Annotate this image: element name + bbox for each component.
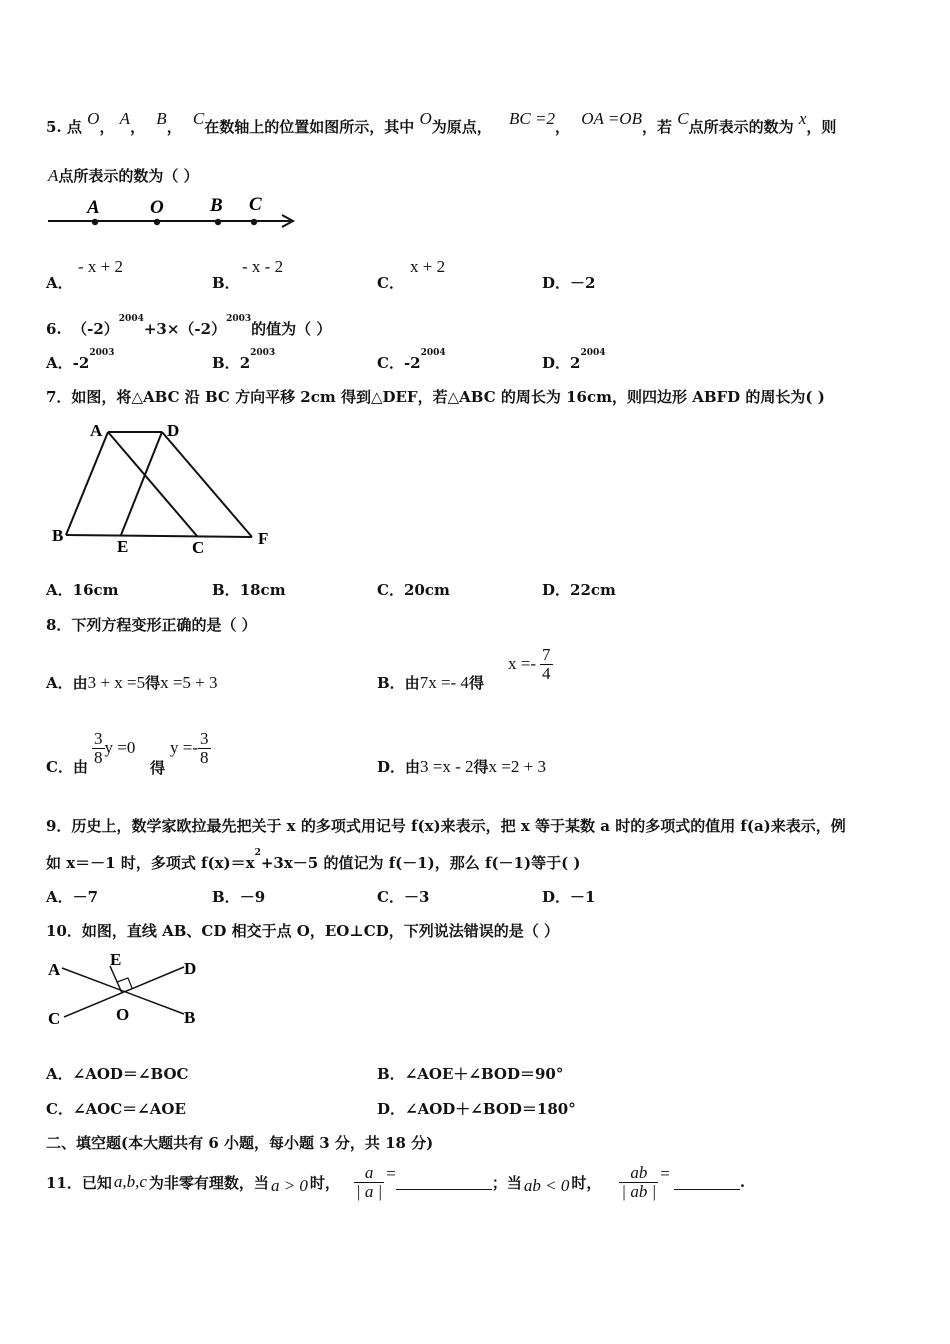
q7-stem: 7．如图，将△ABC 沿 BC 方向平移 2cm 得到△DEF，若△ABC 的周长为 16cm，则四边形 ABFD 的周长为( ) <box>46 388 825 406</box>
q10-option-a: A．∠AOD＝∠BOC <box>46 1065 189 1083</box>
q6-option-c: C．$-2^{2004}$ <box>377 348 446 372</box>
q7-option-c: C．20cm <box>377 581 450 599</box>
q8-stem: 8．下列方程变形正确的是（ ） <box>46 616 257 634</box>
q8-option-c-expr: $\frac{3}{8}$ y =0 <box>94 729 136 767</box>
translation-figure <box>44 416 280 558</box>
q10-stem: 10．如图，直线 AB、CD 相交于点 O，EO⊥CD，下列说法错误的是（ ） <box>46 922 559 940</box>
label-D: D <box>184 959 197 978</box>
point-O <box>154 219 160 225</box>
q9-line1: 9．历史上，数学家欧拉最先把关于 x 的多项式用记号 f(x)来表示，把 x 等于某数 a 时的多项式的值用 f(a)来表示，例 <box>46 817 846 835</box>
q5-option-c-expr: x + 2 <box>410 257 446 276</box>
q6-option-d: D．$2^{2004}$ <box>542 348 606 372</box>
q6-stem: 6. $(-2)^{2004}+3\times(-2)^{2003}$的值为（ ） <box>46 314 332 338</box>
label-E: E <box>110 950 122 969</box>
label-F: F <box>258 529 269 548</box>
number-line-figure <box>44 192 300 234</box>
q10-option-c: C．∠AOC＝∠AOE <box>46 1100 186 1118</box>
point-A <box>92 219 98 225</box>
q5-option-a-expr: - x + 2 <box>78 257 123 276</box>
segment-DE <box>121 432 162 535</box>
label-B: B <box>52 526 64 545</box>
q5-line1: 5. 点 O， A， B， C在数轴上的位置如图所示，其中 O为原点， BC =2， OA =OB，若 C点所表示的数为 x，则 <box>46 109 837 136</box>
q6-option-b: B．$2^{2003}$ <box>212 348 276 372</box>
q10-option-d: D．∠AOD＋∠BOD＝180° <box>377 1100 576 1118</box>
q5-option-a: A． <box>46 274 73 292</box>
q7-option-b: B．18cm <box>212 581 286 599</box>
label-A: A <box>48 960 61 979</box>
q9-option-d: D．－1 <box>542 888 596 906</box>
axis-label-A: A <box>87 197 100 218</box>
q8-option-c-de: 得 <box>150 759 166 777</box>
point-C <box>251 219 257 225</box>
q7-option-a: A．16cm <box>46 581 119 599</box>
label-C: C <box>48 1009 61 1028</box>
q8-option-b: B．由7x =- 4得 <box>377 673 484 692</box>
q8-option-c: C．由 <box>46 758 88 776</box>
axis-label-O: O <box>150 197 164 218</box>
axis-label-C: C <box>249 194 262 215</box>
section-title: 二、填空题(本大题共有 6 小题，每小题 3 分，共 18 分) <box>46 1134 434 1152</box>
q9-option-b: B．－9 <box>212 888 266 906</box>
q11: 11．已知 a,b,c 为非零有理数，当 a > 0 时， $\frac{a}{| a |}$ = ；当 ab < 0 时， $\frac{ab}{| ab |}$ = . <box>46 1162 746 1201</box>
segment-DF <box>162 432 252 537</box>
q10-option-b: B．∠AOE＋∠BOD＝90° <box>377 1065 564 1083</box>
q5-option-b-expr: - x - 2 <box>242 257 284 276</box>
intersecting-lines-figure <box>44 946 214 1032</box>
q6-option-a: A．$-2^{2003}$ <box>46 348 115 372</box>
q9-line2: 如 x＝－1 时，多项式 $f(x)=x^2+3x-5$ 的值记为 f(－1)，那么 f(－1)等于( ) <box>46 848 581 872</box>
axis-label-B: B <box>210 195 223 216</box>
q8-option-b-result: x =- $\frac{7}{4}$ <box>508 645 551 683</box>
q5-line2: A点所表示的数为（ ） <box>48 166 199 185</box>
q5-option-d: D．－2 <box>542 274 596 292</box>
point-B <box>215 219 221 225</box>
segment-BF <box>66 535 252 537</box>
q8-option-d: D．由3 =x - 2得x =2 + 3 <box>377 757 546 776</box>
answer-blank-2[interactable] <box>674 1175 740 1190</box>
label-D: D <box>167 421 180 440</box>
label-B: B <box>184 1008 196 1027</box>
segment-AC <box>108 432 197 536</box>
q9-option-c: C．－3 <box>377 888 430 906</box>
label-O: O <box>116 1005 130 1024</box>
q5-option-c: C． <box>377 274 404 292</box>
answer-blank-1[interactable] <box>396 1175 492 1190</box>
q8-option-a: A．由3 + x =5得x =5 + 3 <box>46 673 218 692</box>
q9-option-a: A．－7 <box>46 888 99 906</box>
label-E: E <box>117 537 129 556</box>
label-A: A <box>90 421 103 440</box>
segment-AB <box>66 432 108 535</box>
label-C: C <box>192 538 205 557</box>
q5-option-b: B． <box>212 274 240 292</box>
q7-option-d: D．22cm <box>542 581 616 599</box>
q8-option-c-result: y =- $\frac{3}{8}$ <box>170 729 209 767</box>
